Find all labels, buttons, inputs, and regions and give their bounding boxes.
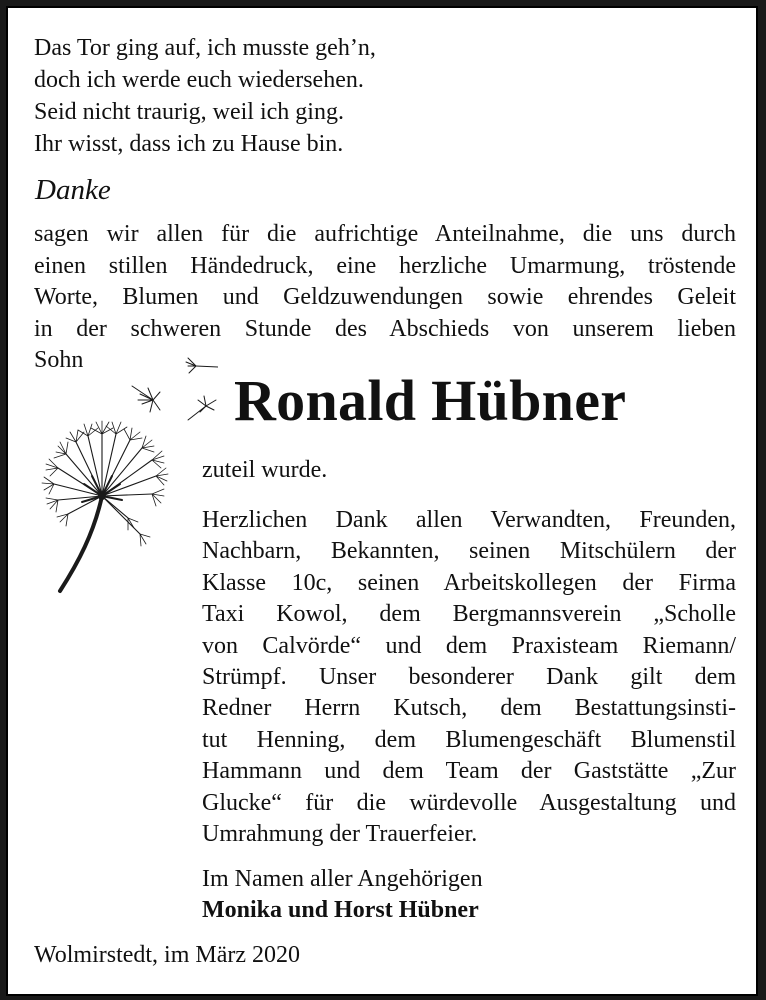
place-date: Wolmirstedt, im März 2020 xyxy=(34,942,301,968)
thanks-line: Umrahmung der Trauerfeier. xyxy=(202,820,478,847)
intro-line: Worte, Blumen und Geldzuwendungen sowie ehrendes Geleit xyxy=(34,284,736,310)
intro-line: in der schweren Stunde des Abschieds von unserem lieben xyxy=(34,315,736,342)
thanks-line: Redner Herrn Kutsch, dem Bestattungsinsti- xyxy=(202,695,736,722)
thanks-paragraph xyxy=(202,505,736,850)
thanks-line: von Calvörde“ und dem Praxisteam Riemann/ xyxy=(202,632,736,659)
intro-line: sagen wir allen für die aufrichtige Anteilnahme, die uns durch xyxy=(34,221,736,247)
heading-danke: Danke xyxy=(35,174,111,206)
dandelion-icon xyxy=(28,348,218,598)
thanks-line: Hammann und dem Team der Gaststätte „Zur xyxy=(202,758,736,785)
signers-names: Monika und Horst Hübner xyxy=(202,897,479,923)
poem xyxy=(34,32,376,160)
signoff-text: Im Namen aller Angehörigen xyxy=(202,866,483,892)
thanks-line: Taxi Kowol, dem Bergmannsverein „Scholle xyxy=(202,601,736,628)
deceased-name: Ronald Hübner xyxy=(234,368,627,433)
thanks-line: Klasse 10c, seinen Arbeitskollegen der Firma xyxy=(202,569,736,596)
poem-line: Das Tor ging auf, ich musste geh’n, xyxy=(34,35,376,61)
poem-line: Ihr wisst, dass ich zu Hause bin. xyxy=(34,131,344,157)
zuteil-text: zuteil wurde. xyxy=(202,457,328,483)
thanks-line: Glucke“ für die würdevolle Ausgestaltung und xyxy=(202,789,736,816)
poem-line: Seid nicht traurig, weil ich ging. xyxy=(34,99,344,125)
obituary-notice xyxy=(6,6,758,996)
thanks-line: Herzlichen Dank allen Verwandten, Freunden, xyxy=(202,507,736,533)
thanks-line: Nachbarn, Bekannten, seinen Mitschülern der xyxy=(202,538,736,565)
intro-line: einen stillen Händedruck, eine herzliche Umarmung, tröstende xyxy=(34,252,736,279)
thanks-line: Strümpf. Unser besonderer Dank gilt dem xyxy=(202,663,736,690)
poem-line: doch ich werde euch wiedersehen. xyxy=(34,67,364,93)
thanks-line: tut Henning, dem Blumengeschäft Blumenstil xyxy=(202,726,736,753)
intro-line: Sohn xyxy=(34,347,84,373)
